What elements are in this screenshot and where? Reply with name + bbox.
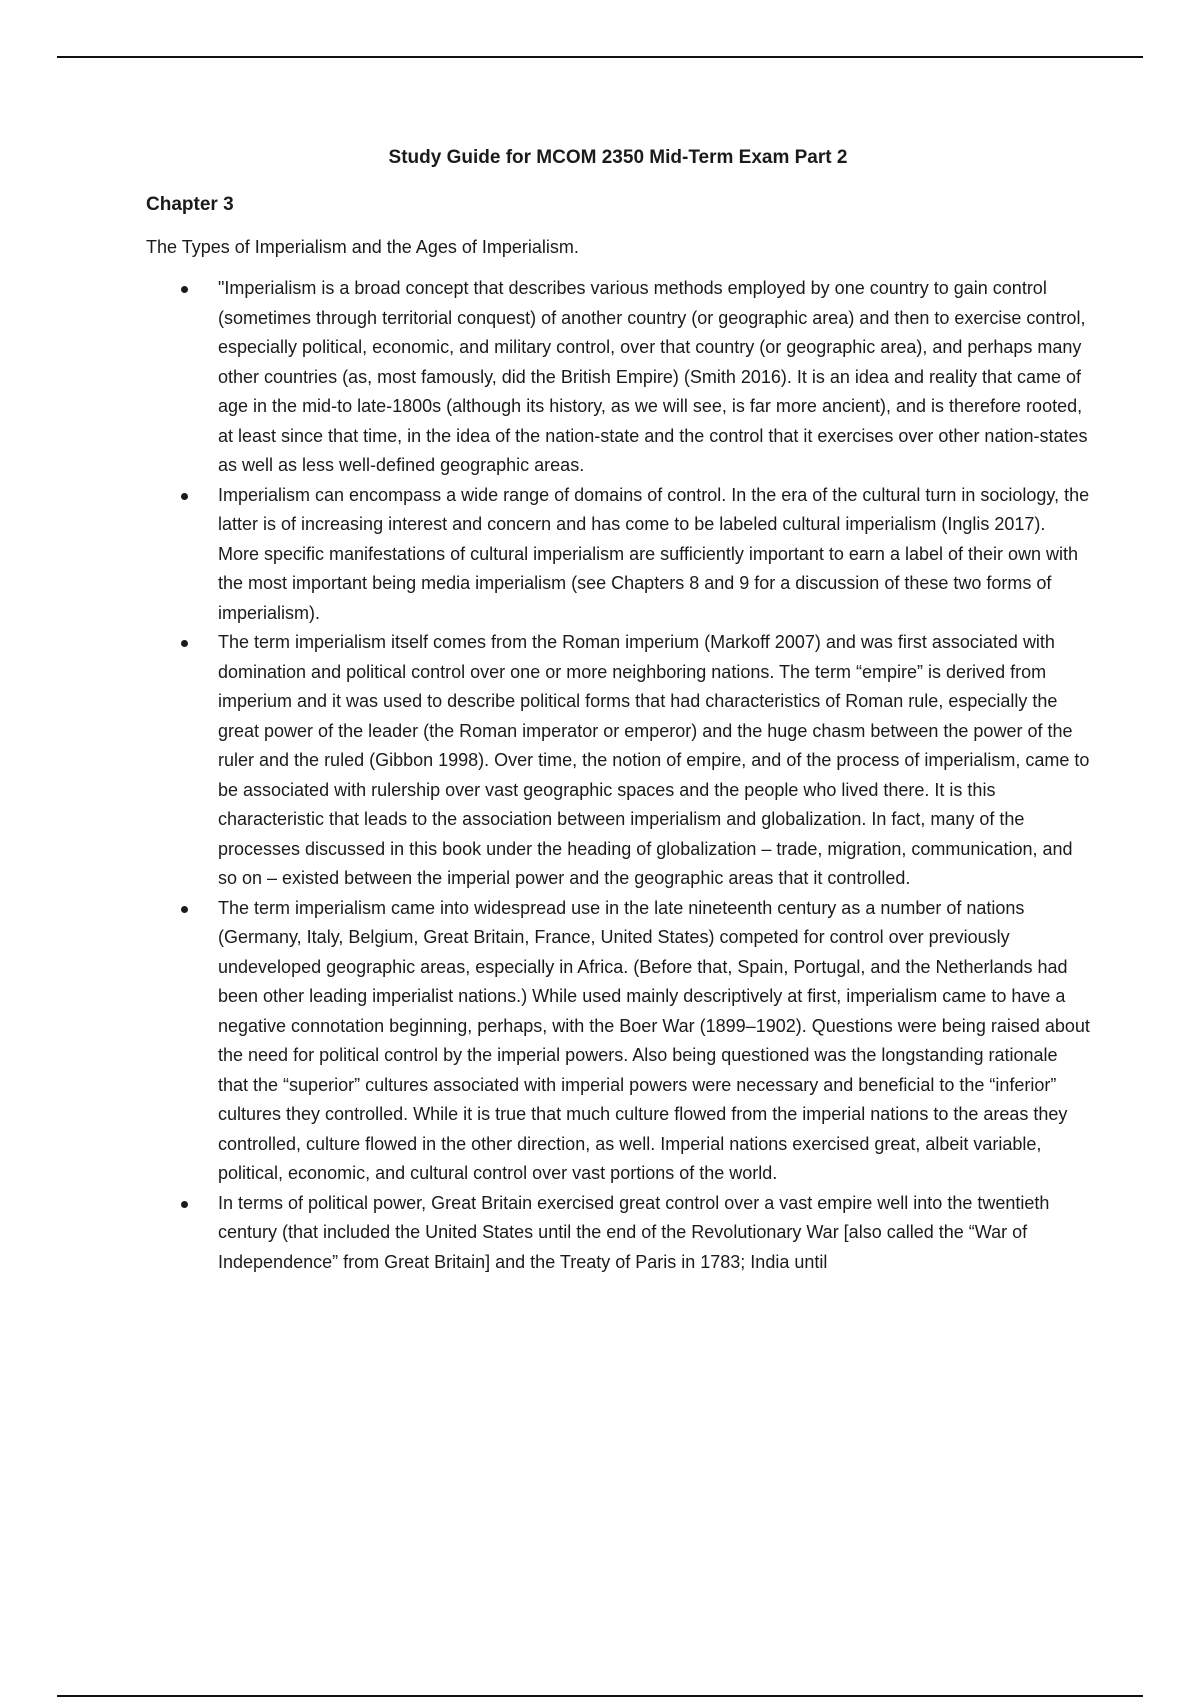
bullet-item xyxy=(146,894,1090,1189)
bullet-dot-icon xyxy=(181,286,188,293)
bullet-item xyxy=(146,274,1090,481)
bottom-divider xyxy=(57,1695,1143,1697)
bullet-text: "Imperialism is a broad concept that describes various methods employed by one country to gain control (sometimes through territorial conquest) of another country (or geographic area) and then to exercise control, especially political, economic, and military control, over that country (or geographic area), and perhaps many other countries (as, most famously, did the British Empire) (Smith 2016). It is an idea and reality that came of age in the mid-to late-1800s (although its history, as we will see, is far more ancient), and is therefore rooted, at least since that time, in the idea of the nation-state and the control that it exercises over other nation-states as well as less well-defined geographic areas. xyxy=(218,278,1088,475)
bullet-item xyxy=(146,1189,1090,1278)
intro-line: The Types of Imperialism and the Ages of Imperialism. xyxy=(146,237,579,257)
bullet-dot-icon xyxy=(181,1201,188,1208)
bullet-item xyxy=(146,481,1090,629)
bullet-item xyxy=(146,628,1090,894)
bullet-dot-icon xyxy=(181,640,188,647)
top-divider xyxy=(57,56,1143,58)
bullet-dot-icon xyxy=(181,906,188,913)
bullet-text: The term imperialism itself comes from the Roman imperium (Markoff 2007) and was first associated with domination and political control over one or more neighboring nations. The term “empire” is derived from imperium and it was used to describe political forms that had characteristics of Roman rule, especially the great power of the leader (the Roman imperator or emperor) and the huge chasm between the power of the ruler and the ruled (Gibbon 1998). Over time, the notion of empire, and of the process of imperialism, came to be associated with rulership over vast geographic spaces and the people who lived there. It is this characteristic that leads to the association between imperialism and globalization. In fact, many of the processes discussed in this book under the heading of globalization – trade, migration, communication, and so on – existed between the imperial power and the geographic areas that it controlled. xyxy=(218,632,1090,888)
document-body xyxy=(146,144,1090,1277)
bullet-list xyxy=(146,274,1090,1277)
chapter-heading: Chapter 3 xyxy=(146,194,234,215)
bullet-text: Imperialism can encompass a wide range of domains of control. In the era of the cultural turn in sociology, the latter is of increasing interest and concern and has come to be labeled cultural imperialism (Inglis 2017). More specific manifestations of cultural imperialism are sufficiently important to earn a label of their own with the most important being media imperialism (see Chapters 8 and 9 for a discussion of these two forms of imperialism). xyxy=(218,484,1090,623)
bullet-text: The term imperialism came into widespread use in the late nineteenth century as a number of nations (Germany, Italy, Belgium, Great Britain, France, United States) competed for control over previously undeveloped geographic areas, especially in Africa. (Before that, Spain, Portugal, and the Netherlands had been other leading imperialist nations.) While used mainly descriptively at first, imperialism came to have a negative connotation beginning, perhaps, with the Boer War (1899–1902). Questions were being raised about the need for political control by the imperial powers. Also being questioned was the longstanding rationale that the “superior” cultures associated with imperial powers were necessary and beneficial to the “inferior” cultures they controlled. While it is true that much culture flowed from the imperial nations to the areas they controlled, culture flowed in the other direction, as well. Imperial nations exercised great, albeit variable, political, economic, and cultural control over vast portions of the world. xyxy=(218,897,1090,1183)
document-title: Study Guide for MCOM 2350 Mid-Term Exam Part 2 xyxy=(388,147,848,168)
bullet-text: In terms of political power, Great Britain exercised great control over a vast empire well into the twentieth century (that included the United States until the end of the Revolutionary War [also called the “War of Independence” from Great Britain] and the Treaty of Paris in 1783; India until xyxy=(218,1192,1050,1272)
bullet-dot-icon xyxy=(181,493,188,500)
